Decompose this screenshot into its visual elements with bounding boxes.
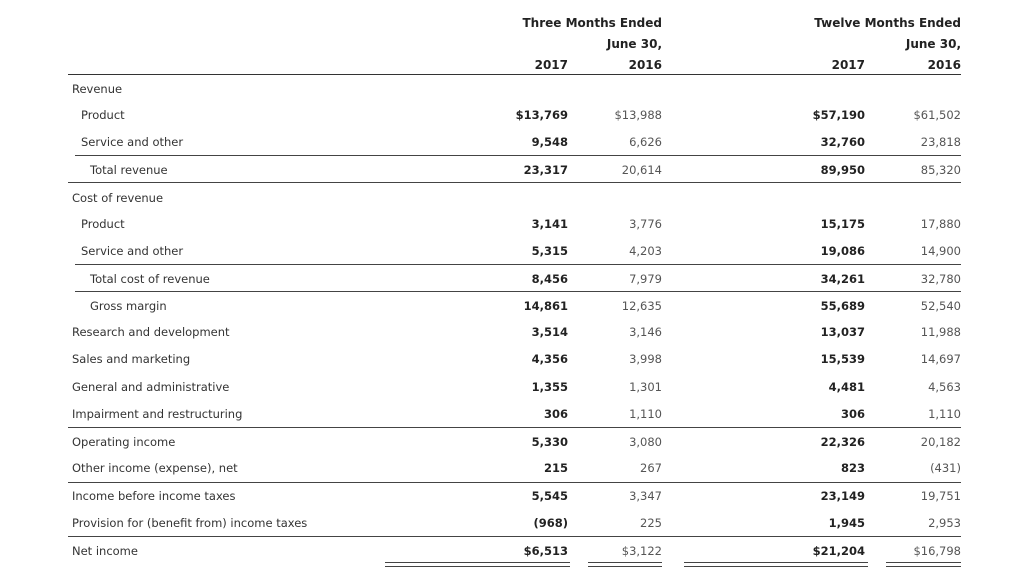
- cell-operating-income-y2016: 20,182: [920, 435, 961, 449]
- cell-research-y2016: 11,988: [920, 325, 961, 339]
- cell-revenue-product-y2016: $61,502: [913, 108, 961, 122]
- cell-other-income-q2016: 267: [640, 461, 662, 475]
- row-label-net-income: Net income: [72, 544, 138, 558]
- cell-total-cost-y2016: 32,780: [920, 272, 961, 286]
- cell-general-y2017: 4,481: [828, 380, 865, 394]
- header-date-three: June 30,: [606, 37, 662, 51]
- row-label-operating-income: Operating income: [72, 435, 176, 449]
- cell-revenue-product-y2017: $57,190: [812, 108, 865, 122]
- cell-provision-tax-y2016: 2,953: [928, 516, 961, 530]
- rule-opex: [68, 427, 961, 428]
- cell-other-income-q2017: 215: [543, 461, 568, 475]
- cell-total-cost-y2017: 34,261: [820, 272, 865, 286]
- section-revenue: Revenue: [72, 82, 123, 96]
- cell-revenue-service-y2016: 23,818: [920, 135, 961, 149]
- cell-sales-y2017: 15,539: [820, 352, 865, 366]
- cell-impairment-q2017: 306: [543, 407, 568, 421]
- row-label-revenue-service: Service and other: [81, 135, 184, 149]
- cell-revenue-product-q2016: $13,988: [614, 108, 662, 122]
- header-three-months: Three Months Ended: [522, 16, 662, 30]
- row-label-gross-margin: Gross margin: [90, 299, 167, 313]
- header-twelve-months: Twelve Months Ended: [814, 16, 961, 30]
- cell-cost-product-q2016: 3,776: [629, 217, 662, 231]
- row-label-cost-product: Product: [81, 217, 125, 231]
- row-label-general: General and administrative: [72, 380, 230, 394]
- row-label-research: Research and development: [72, 325, 230, 339]
- section-cost-of-revenue: Cost of revenue: [72, 191, 164, 205]
- rule-total-cost: [75, 291, 961, 292]
- cell-impairment-q2016: 1,110: [629, 407, 662, 421]
- header-date-twelve: June 30,: [905, 37, 961, 51]
- double-rule-y2016: [886, 562, 961, 567]
- cell-other-income-y2016: (431): [930, 461, 961, 475]
- cell-income-before-tax-y2016: 19,751: [920, 489, 961, 503]
- row-label-other-income: Other income (expense), net: [72, 461, 238, 475]
- cell-impairment-y2016: 1,110: [928, 407, 961, 421]
- cell-sales-q2016: 3,998: [629, 352, 662, 366]
- cell-cost-service-y2017: 19,086: [820, 244, 865, 258]
- cell-general-q2017: 1,355: [531, 380, 568, 394]
- cell-impairment-y2017: 306: [840, 407, 865, 421]
- cell-gross-margin-q2016: 12,635: [621, 299, 662, 313]
- rule-other-income: [68, 482, 961, 483]
- cell-income-before-tax-y2017: 23,149: [820, 489, 865, 503]
- cell-cost-product-y2016: 17,880: [920, 217, 961, 231]
- cell-net-income-q2016: $3,122: [621, 544, 662, 558]
- double-rule-q2016: [588, 562, 662, 567]
- cell-cost-service-q2016: 4,203: [629, 244, 662, 258]
- cell-revenue-service-y2017: 32,760: [820, 135, 865, 149]
- cell-research-q2016: 3,146: [629, 325, 662, 339]
- cell-income-before-tax-q2017: 5,545: [531, 489, 568, 503]
- double-rule-q2017: [385, 562, 570, 567]
- cell-operating-income-q2016: 3,080: [629, 435, 662, 449]
- cell-provision-tax-y2017: 1,945: [828, 516, 865, 530]
- rule-revenue-subtotal: [75, 155, 961, 156]
- cell-cost-service-y2016: 14,900: [920, 244, 961, 258]
- double-rule-y2017: [684, 562, 868, 567]
- cell-operating-income-q2017: 5,330: [531, 435, 568, 449]
- cell-total-cost-q2017: 8,456: [531, 272, 568, 286]
- cell-general-q2016: 1,301: [629, 380, 662, 394]
- cell-net-income-y2017: $21,204: [812, 544, 865, 558]
- header-y2017: 2017: [831, 58, 865, 72]
- row-label-total-cost: Total cost of revenue: [90, 272, 210, 286]
- row-label-revenue-product: Product: [81, 108, 125, 122]
- cell-income-before-tax-q2016: 3,347: [629, 489, 662, 503]
- header-q2016: 2016: [628, 58, 662, 72]
- cell-gross-margin-q2017: 14,861: [523, 299, 568, 313]
- header-q2017: 2017: [534, 58, 568, 72]
- cell-cost-product-y2017: 15,175: [820, 217, 865, 231]
- cell-provision-tax-q2016: 225: [640, 516, 662, 530]
- cell-gross-margin-y2016: 52,540: [920, 299, 961, 313]
- cell-total-revenue-q2017: 23,317: [523, 163, 568, 177]
- row-label-income-before-tax: Income before income taxes: [72, 489, 236, 503]
- cell-sales-y2016: 14,697: [920, 352, 961, 366]
- rule-cost-subtotal: [75, 264, 961, 265]
- cell-revenue-product-q2017: $13,769: [515, 108, 568, 122]
- cell-net-income-q2017: $6,513: [523, 544, 568, 558]
- cell-general-y2016: 4,563: [928, 380, 961, 394]
- header-rule: [68, 74, 961, 75]
- cell-total-revenue-y2016: 85,320: [920, 163, 961, 177]
- header-y2016: 2016: [927, 58, 961, 72]
- cell-gross-margin-y2017: 55,689: [820, 299, 865, 313]
- cell-total-revenue-q2016: 20,614: [621, 163, 662, 177]
- cell-total-cost-q2016: 7,979: [629, 272, 662, 286]
- cell-provision-tax-q2017: (968): [533, 516, 568, 530]
- cell-research-q2017: 3,514: [531, 325, 568, 339]
- rule-provision: [68, 536, 961, 537]
- cell-research-y2017: 13,037: [820, 325, 865, 339]
- cell-cost-service-q2017: 5,315: [531, 244, 568, 258]
- row-label-cost-service: Service and other: [81, 244, 184, 258]
- cell-total-revenue-y2017: 89,950: [820, 163, 865, 177]
- row-label-sales: Sales and marketing: [72, 352, 191, 366]
- rule-total-revenue: [68, 182, 961, 183]
- cell-revenue-service-q2017: 9,548: [531, 135, 568, 149]
- cell-other-income-y2017: 823: [840, 461, 865, 475]
- cell-cost-product-q2017: 3,141: [531, 217, 568, 231]
- cell-net-income-y2016: $16,798: [913, 544, 961, 558]
- cell-operating-income-y2017: 22,326: [820, 435, 865, 449]
- cell-revenue-service-q2016: 6,626: [629, 135, 662, 149]
- row-label-provision-tax: Provision for (benefit from) income taxes: [72, 516, 308, 530]
- row-label-impairment: Impairment and restructuring: [72, 407, 243, 421]
- row-label-total-revenue: Total revenue: [90, 163, 168, 177]
- cell-sales-q2017: 4,356: [531, 352, 568, 366]
